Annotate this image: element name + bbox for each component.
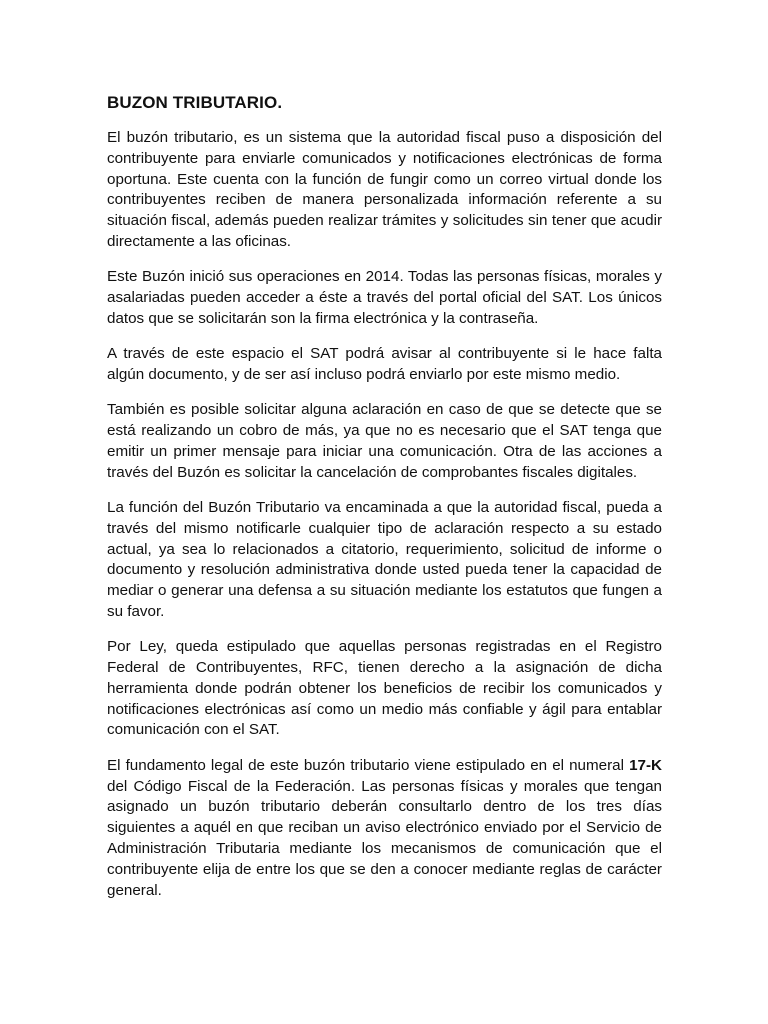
paragraph-7 — [107, 756, 662, 902]
article-number: 17-K — [629, 756, 662, 774]
paragraph-1: El buzón tributario, es un sistema que la autoridad fiscal puso a disposición del contribuyente para enviarle comunicados y notificaciones electrónicas de forma oportuna. Este cuenta con la función de fungir como un correo virtual donde los contribuyentes reciben de manera personalizada información referente a su situación fiscal, además pueden realizar trámites y solicitudes sin tener que acudir directamente a las oficinas. — [107, 129, 662, 250]
paragraph-7-text-after: del Código Fiscal de la Federación. Las personas físicas y morales que tengan asignado un buzón tributario deberán consultarlo dentro de los tres días siguientes a aquél en que reciban un aviso electrónico enviado por el Servicio de Administración Tributaria mediante los mecanismos de comunicación que el contribuyente elija de entre los que se den a conocer mediante reglas de carácter general. — [107, 777, 662, 899]
document-title: BUZON TRIBUTARIO. — [107, 93, 283, 112]
paragraph-6: Por Ley, queda estipulado que aquellas personas registradas en el Registro Federal de Contribuyentes, RFC, tienen derecho a la asignación de dicha herramienta donde podrán obtener los beneficios de recibir los comunicados y notificaciones electrónicas así como un medio más confiable y ágil para entablar comunicación con el SAT. — [107, 638, 662, 739]
paragraph-5: La función del Buzón Tributario va encaminada a que la autoridad fiscal, pueda a través del mismo notificarle cualquier tipo de aclaración respecto a su estado actual, ya sea lo relacionados a citatorio, requerimiento, solicitud de informe o documento y resolución administrativa donde usted pueda tener la capacidad de mediar o generar una defensa a su situación mediante los estatutos que fungen a su favor. — [107, 498, 662, 620]
paragraph-7-text-before: El fundamento legal de este buzón tributario viene estipulado en el numeral — [107, 756, 630, 774]
paragraph-4: También es posible solicitar alguna aclaración en caso de que se detecte que se está realizando un cobro de más, ya que no es necesario que el SAT tenga que emitir un primer mensaje para iniciar una comunicación. Otra de las acciones a través del Buzón es solicitar la cancelación de comprobantes fiscales digitales. — [107, 401, 662, 481]
document-page — [107, 92, 662, 916]
paragraph-2: Este Buzón inició sus operaciones en 2014. Todas las personas físicas, morales y asalariadas pueden acceder a éste a través del portal oficial del SAT. Los únicos datos que se solicitarán son la firma electrónica y la contraseña. — [107, 268, 662, 327]
paragraph-3: A través de este espacio el SAT podrá avisar al contribuyente si le hace falta algún documento, y de ser así incluso podrá enviarlo por este mismo medio. — [107, 345, 662, 383]
